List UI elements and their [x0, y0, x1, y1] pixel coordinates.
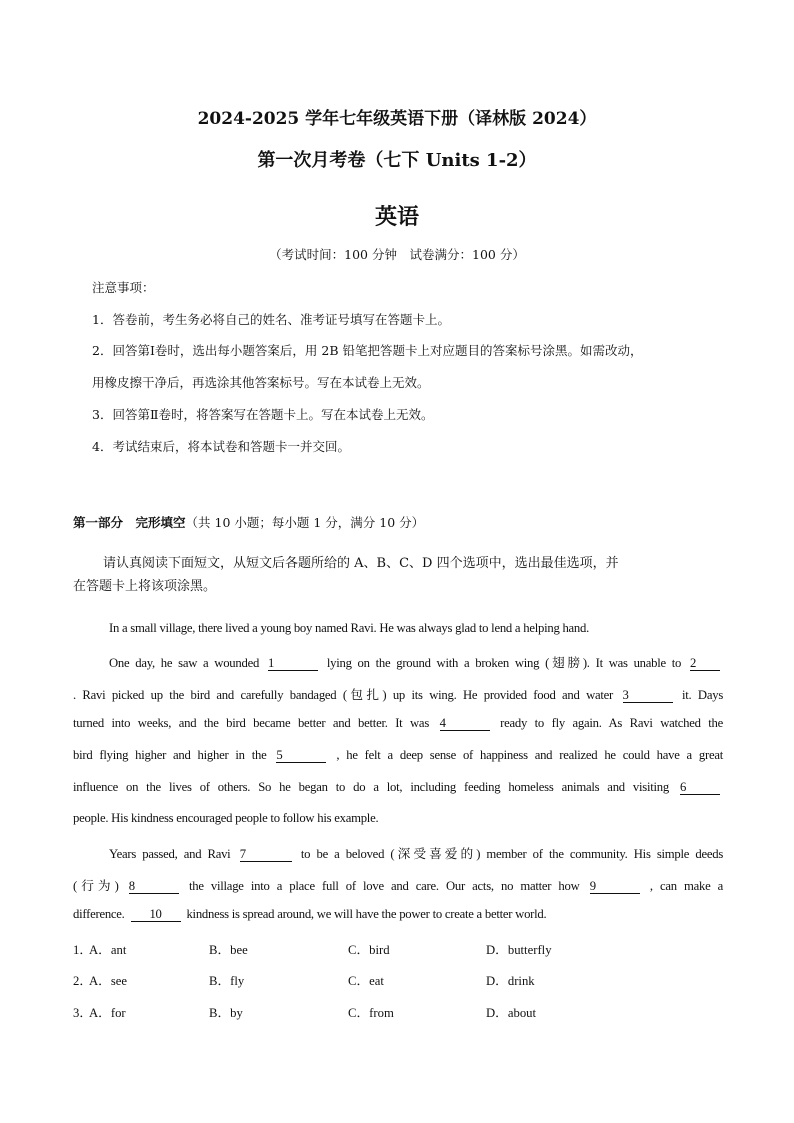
- passage-line: [73, 780, 723, 795]
- passage-text: the village into a place full of love and care. Our acts, no matter how: [188, 879, 580, 893]
- question-number: 2．: [73, 974, 93, 988]
- passage-line: [73, 716, 723, 731]
- blank-8: 8: [129, 880, 179, 894]
- blank-10: 10: [131, 908, 181, 922]
- option-c[interactable]: C．bird: [348, 943, 390, 957]
- passage-text: Years passed, and Ravi: [109, 847, 231, 861]
- passage-text: One day, he saw a wounded: [109, 656, 260, 670]
- note-item: 4．考试结束后，将本试卷和答题卡一并交回。: [92, 439, 350, 454]
- passage-line: [73, 843, 723, 862]
- passage-text: to be a beloved (深受喜爱的) member of the community. His simple deeds: [300, 847, 724, 861]
- passage-text: , he felt a deep sense of happiness and realized he could have a great: [336, 748, 723, 762]
- option-b[interactable]: B．by: [209, 1006, 243, 1020]
- blank-4: 4: [440, 717, 490, 731]
- notes-title: 注意事项：: [92, 280, 155, 295]
- section-instruction-line1: 请认真阅读下面短文，从短文后各题所给的 A、B、C、D 四个选项中，选出最佳选项，并: [103, 556, 619, 571]
- passage-line: people. His kindness encouraged people to follow his example.: [73, 811, 379, 825]
- blank-7: 7: [240, 848, 292, 862]
- exam-info: （考试时间：100 分钟 试卷满分：100 分）: [269, 247, 525, 262]
- blank-2: 2: [690, 657, 720, 671]
- passage-text: lying on the ground with a broken wing (翅膀). It was unable to: [326, 656, 682, 670]
- passage-text: influence on the lives of others. So he began to do a lot, including feeding homeless animals and visiting: [73, 780, 669, 794]
- question-number: 1．: [73, 943, 93, 957]
- option-a[interactable]: A．see: [89, 974, 128, 988]
- passage-text: (行为): [73, 879, 119, 893]
- passage-line: [73, 875, 723, 894]
- option-d[interactable]: D．about: [486, 1006, 537, 1020]
- blank-3: 3: [623, 689, 673, 703]
- passage-text: it. Days: [681, 688, 724, 702]
- passage-text: turned into weeks, and the bird became better and better. It was: [73, 716, 430, 730]
- section-heading-note: （共 10 小题；每小题 1 分，满分 10 分）: [185, 515, 425, 530]
- note-item: 3．回答第Ⅱ卷时，将答案写在答题卡上。写在本试卷上无效。: [92, 407, 434, 422]
- option-c[interactable]: C．eat: [348, 974, 384, 988]
- note-item: 2．回答第Ⅰ卷时，选出每小题答案后，用 2B 铅笔把答题卡上对应题目的答案标号涂黑。如需改动，: [92, 343, 643, 358]
- option-a[interactable]: A．for: [89, 1006, 126, 1020]
- passage-text: difference.: [73, 907, 125, 921]
- note-item: 1．答卷前，考生务必将自己的姓名、准考证号填写在答题卡上。: [92, 312, 450, 327]
- passage-line: [73, 684, 723, 703]
- option-d[interactable]: D．butterfly: [486, 943, 552, 957]
- section-heading: [73, 513, 424, 531]
- passage-line: [73, 907, 723, 922]
- option-b[interactable]: B．bee: [209, 943, 248, 957]
- exam-title-line2: 第一次月考卷（七下 Units 1-2）: [257, 150, 537, 171]
- passage-text: , can make a: [649, 879, 724, 893]
- option-d[interactable]: D．drink: [486, 974, 535, 988]
- section-instruction-line2: 在答题卡上将该项涂黑。: [73, 579, 217, 594]
- blank-6: 6: [680, 781, 720, 795]
- passage-line: [73, 748, 723, 763]
- question-number: 3．: [73, 1006, 93, 1020]
- passage-text: kindness is spread around, we will have the power to create a better world.: [186, 907, 547, 921]
- section-heading-title: 第一部分 完形填空: [73, 515, 186, 530]
- blank-1: 1: [268, 657, 318, 671]
- blank-9: 9: [590, 880, 640, 894]
- passage-text: . Ravi picked up the bird and carefully bandaged (包扎) up its wing. He provided food and water: [73, 688, 614, 702]
- blank-5: 5: [276, 749, 326, 763]
- passage-text: bird flying higher and higher in the: [73, 748, 267, 762]
- note-item: 用橡皮擦干净后，再选涂其他答案标号。写在本试卷上无效。: [92, 375, 430, 390]
- subject-title: 英语: [374, 204, 419, 230]
- option-b[interactable]: B．fly: [209, 974, 245, 988]
- exam-title-line1: 2024-2025 学年七年级英语下册（译林版 2024）: [197, 109, 597, 129]
- passage-text: ready to fly again. As Ravi watched the: [500, 716, 724, 730]
- option-a[interactable]: A．ant: [89, 943, 127, 957]
- passage-line: [73, 652, 723, 671]
- option-c[interactable]: C．from: [348, 1006, 394, 1020]
- passage-line: In a small village, there lived a young boy named Ravi. He was always glad to lend a helping hand.: [109, 621, 590, 635]
